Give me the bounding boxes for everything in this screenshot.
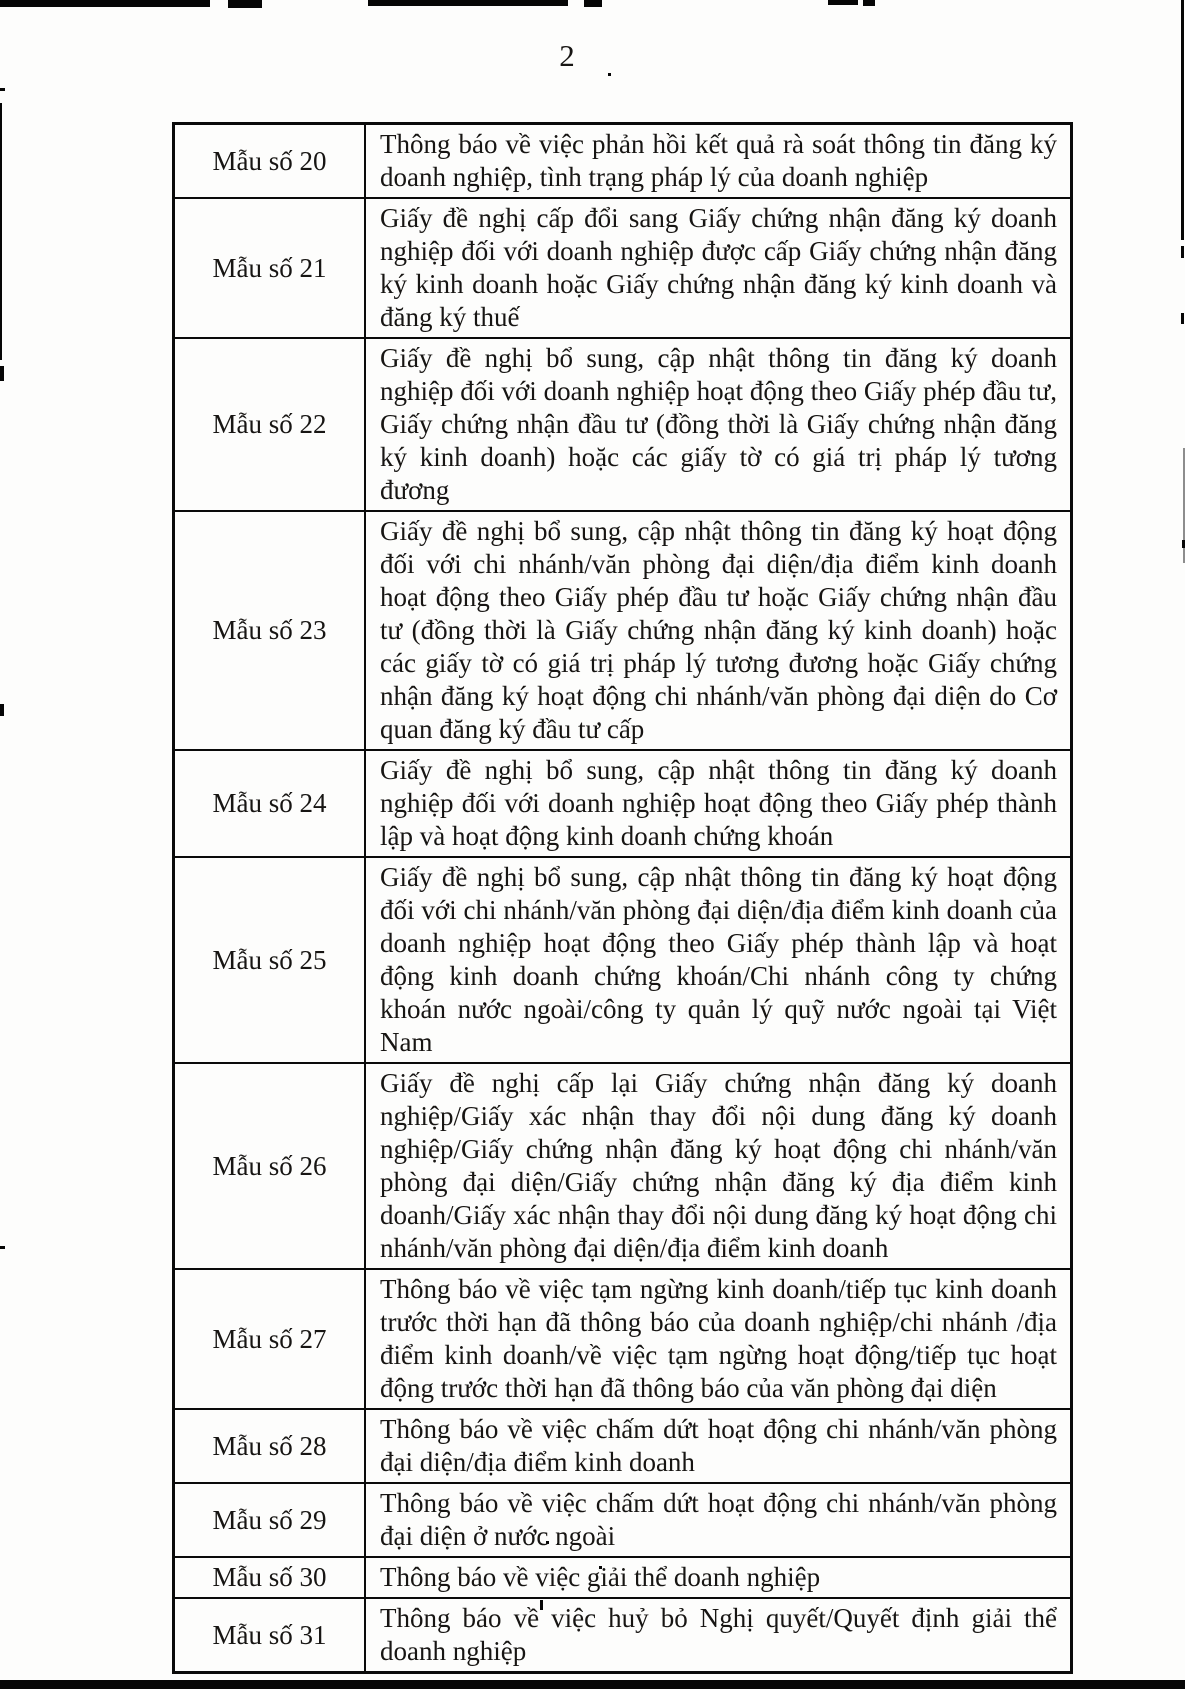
scan-artifact-left-line (0, 103, 2, 360)
form-description: Giấy đề nghị bổ sung, cập nhật thông tin đăng ký doanh nghiệp đối với doanh nghiệp hoạt động theo Giấy phép thành lập và hoạt động kinh doanh chứng khoán (365, 750, 1072, 857)
table-row (174, 511, 1072, 750)
form-number: Mẫu số 30 (174, 1557, 366, 1598)
form-number: Mẫu số 25 (174, 857, 366, 1063)
form-description: Thông báo về việc giải thể doanh nghiệp (365, 1557, 1072, 1598)
form-description: Thông báo về việc huỷ bỏ Nghị quyết/Quyết định giải thể doanh nghiệp (365, 1598, 1072, 1673)
table-row (174, 1269, 1072, 1409)
table-row (174, 750, 1072, 857)
scan-artifact-top-bar (863, 0, 875, 6)
table-row (174, 1409, 1072, 1483)
page-number: 2 (559, 38, 576, 73)
scan-artifact-top-bar (368, 0, 568, 6)
form-description: Thông báo về việc chấm dứt hoạt động chi nhánh/văn phòng đại diện ở nước ngoài (365, 1483, 1072, 1557)
form-number: Mẫu số 20 (174, 124, 366, 199)
form-description: Thông báo về việc tạm ngừng kinh doanh/tiếp tục kinh doanh trước thời hạn đã thông báo của doanh nghiệp/chi nhánh /địa điểm kinh doanh/về việc tạm ngừng hoạt động/tiếp tục hoạt động trước thời hạn đã thông báo của văn phòng đại diện (365, 1269, 1072, 1409)
form-description: Thông báo về việc chấm dứt hoạt động chi nhánh/văn phòng đại diện/địa điểm kinh doanh (365, 1409, 1072, 1483)
form-description: Giấy đề nghị bổ sung, cập nhật thông tin đăng ký hoạt động đối với chi nhánh/văn phòng đại diện/địa điểm kinh doanh hoạt động theo Giấy phép đầu tư hoặc Giấy chứng nhận đầu tư (đồng thời là Giấy chứng nhận đăng ký kinh doanh) hoặc các giấy tờ có giá trị pháp lý tương đương hoặc Giấy chứng nhận đăng ký hoạt động chi nhánh/văn phòng đại diện do Cơ quan đăng ký đầu tư cấp (365, 511, 1072, 750)
table-row (174, 857, 1072, 1063)
scan-artifact-right-dash (1181, 246, 1184, 258)
table-row (174, 124, 1072, 199)
form-number: Mẫu số 31 (174, 1598, 366, 1673)
table-row (174, 1598, 1072, 1673)
form-description: Thông báo về việc phản hồi kết quả rà soát thông tin đăng ký doanh nghiệp, tình trạng pháp lý của doanh nghiệp (365, 124, 1072, 199)
form-number: Mẫu số 26 (174, 1063, 366, 1269)
table-row (174, 1483, 1072, 1557)
scan-artifact-right-line (1181, 0, 1184, 240)
forms-list-table (172, 122, 1073, 1674)
table-row (174, 198, 1072, 338)
form-number: Mẫu số 24 (174, 750, 366, 857)
form-number: Mẫu số 23 (174, 511, 366, 750)
table-row (174, 1063, 1072, 1269)
form-description: Giấy đề nghị cấp lại Giấy chứng nhận đăng ký doanh nghiệp/Giấy xác nhận thay đổi nội dung đăng ký doanh nghiệp/Giấy chứng nhận đăng ký hoạt động chi nhánh/văn phòng đại diện/Giấy chứng nhận đăng ký địa điểm kinh doanh/Giấy xác nhận thay đổi nội dung đăng ký hoạt động chi nhánh/văn phòng đại diện/địa điểm kinh doanh (365, 1063, 1072, 1269)
scan-artifact-left-dash (0, 366, 4, 381)
form-number: Mẫu số 21 (174, 198, 366, 338)
table-row (174, 338, 1072, 511)
scan-artifact-right-dash (1181, 313, 1184, 324)
scan-artifact-bottom-bar (0, 1680, 1185, 1689)
form-number: Mẫu số 22 (174, 338, 366, 511)
form-description: Giấy đề nghị bổ sung, cập nhật thông tin đăng ký doanh nghiệp đối với doanh nghiệp hoạt động theo Giấy phép đầu tư, Giấy chứng nhận đầu tư (đồng thời là Giấy chứng nhận đăng ký kinh doanh) hoặc các giấy tờ có giá trị pháp lý tương đương (365, 338, 1072, 511)
form-number: Mẫu số 27 (174, 1269, 366, 1409)
scan-artifact-top-bar (0, 0, 210, 7)
table-row (174, 1557, 1072, 1598)
scan-artifact-left-dash (0, 1246, 5, 1249)
scan-artifact-top-bar (228, 0, 262, 8)
scan-artifact-left-dot (0, 88, 5, 91)
form-description: Giấy đề nghị bổ sung, cập nhật thông tin đăng ký hoạt động đối với chi nhánh/văn phòng đại diện/địa điểm kinh doanh của doanh nghiệp hoạt động theo Giấy phép thành lập và hoạt động kinh doanh chứng khoán/Chi nhánh công ty chứng khoán nước ngoài/công ty quản lý quỹ nước ngoài tại Việt Nam (365, 857, 1072, 1063)
scan-artifact-top-bar (828, 0, 858, 5)
scan-artifact-left-dash (0, 704, 4, 716)
scan-artifact-top-bar (584, 0, 602, 7)
form-number: Mẫu số 28 (174, 1409, 366, 1483)
form-number: Mẫu số 29 (174, 1483, 366, 1557)
form-description: Giấy đề nghị cấp đổi sang Giấy chứng nhận đăng ký doanh nghiệp đối với doanh nghiệp được cấp Giấy chứng nhận đăng ký kinh doanh hoặc Giấy chứng nhận đăng ký kinh doanh và đăng ký thuế (365, 198, 1072, 338)
